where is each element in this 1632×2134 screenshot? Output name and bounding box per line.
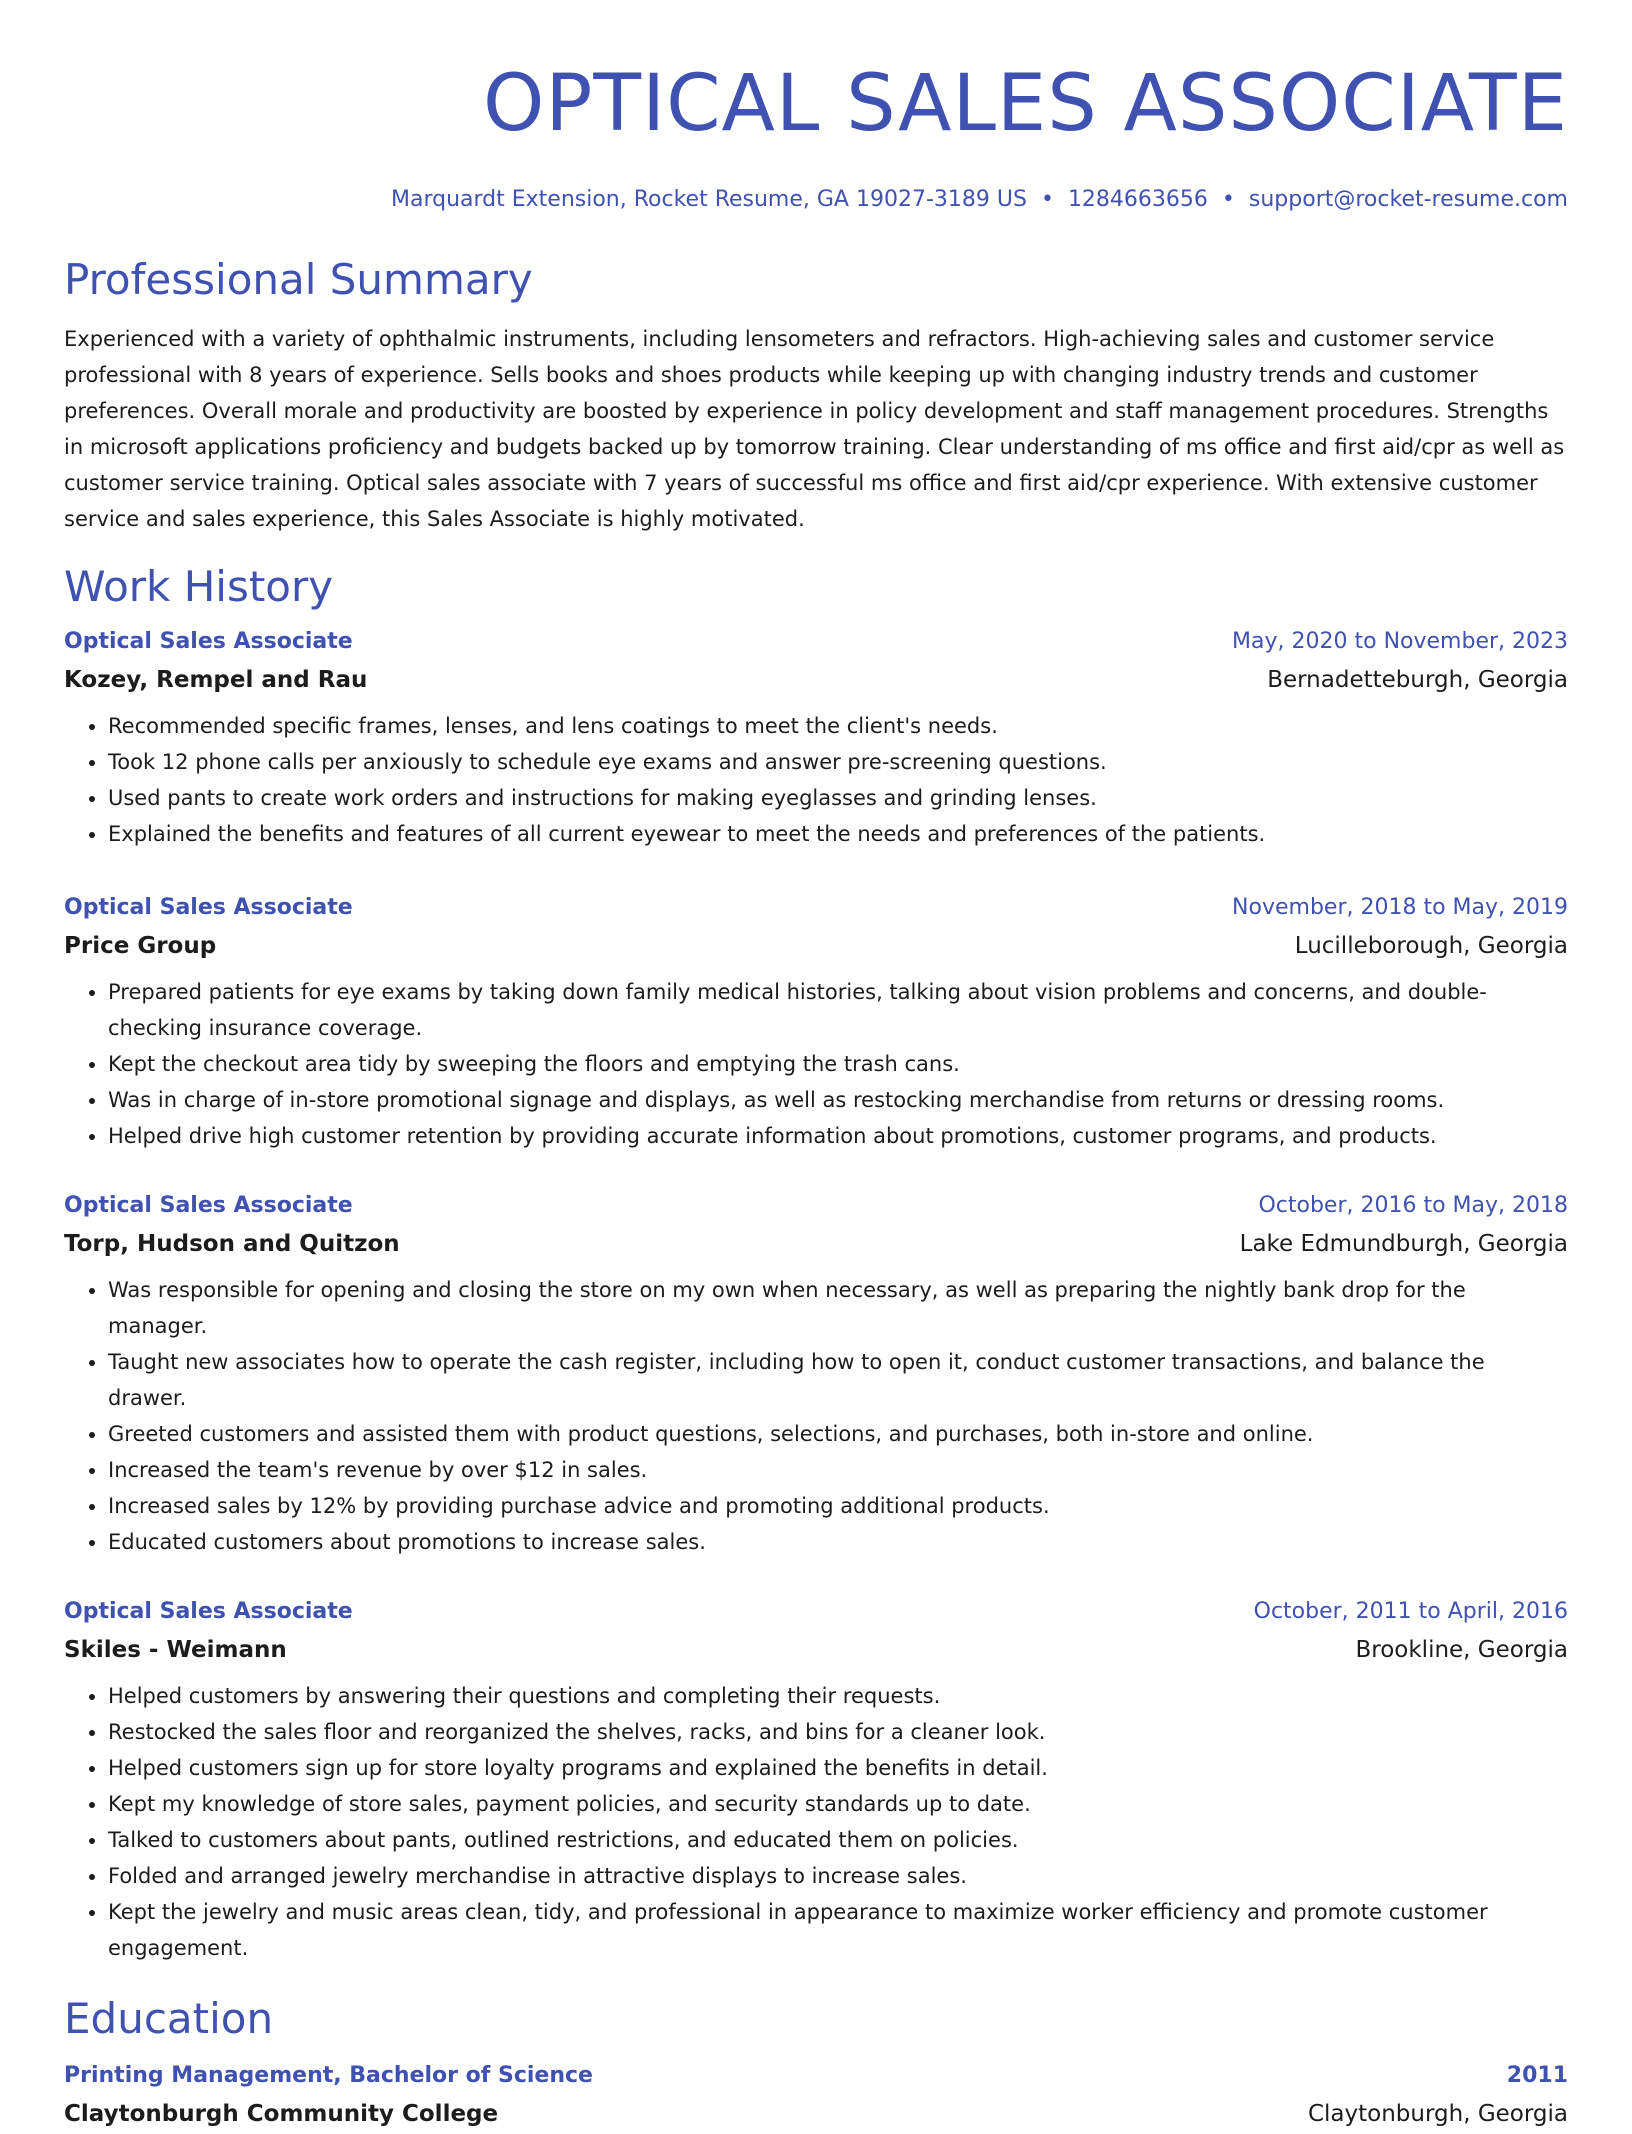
job-bullet: • Used pants to create work orders and instructions for making eyeglasses and grinding lenses. — [108, 780, 1568, 816]
job-bullet-list — [64, 1678, 1568, 1966]
job-bullet: • Folded and arranged jewelry merchandise in attractive displays to increase sales. — [108, 1858, 1568, 1894]
job-company-row — [64, 1630, 1568, 1670]
job-bullet: • Was in charge of in-store promotional signage and displays, as well as restocking merchandise from returns or dressing rooms. — [108, 1082, 1568, 1118]
education-entry — [64, 2058, 1568, 2134]
job-role-row — [64, 890, 1568, 926]
job-title: Optical Sales Associate — [64, 895, 353, 920]
job-bullet: • Helped customers sign up for store loyalty programs and explained the benefits in detail. — [108, 1750, 1568, 1786]
job-bullet: • Prepared patients for eye exams by taking down family medical histories, talking about vision problems and concerns, and double-checking insurance coverage. — [108, 974, 1568, 1046]
job-company-row — [64, 1224, 1568, 1264]
work-history-list — [64, 624, 1568, 1966]
job-company-row — [64, 926, 1568, 966]
contact-email[interactable]: support@rocket-resume.com — [1248, 187, 1568, 212]
job-bullet: • Greeted customers and assisted them with product questions, selections, and purchases, both in-store and online. — [108, 1416, 1568, 1452]
job-location: Lake Edmundburgh, Georgia — [1239, 1231, 1568, 1257]
job-bullet-list — [64, 974, 1568, 1154]
contact-line — [64, 185, 1568, 215]
contact-separator: • — [1221, 187, 1235, 212]
job-location: Lucilleborough, Georgia — [1294, 933, 1568, 959]
education-degree: Printing Management, Bachelor of Science — [64, 2063, 593, 2088]
education-year: 2011 — [1506, 2063, 1568, 2088]
job-bullet: • Was responsible for opening and closing the store on my own when necessary, as well as preparing the nightly bank drop for the manager. — [108, 1272, 1568, 1344]
job-dates: November, 2018 to May, 2019 — [1232, 895, 1568, 920]
education-heading: Education — [64, 1994, 274, 2043]
education-degree-row — [64, 2058, 1568, 2094]
job-company: Torp, Hudson and Quitzon — [64, 1231, 400, 1257]
job-bullet: • Increased the team's revenue by over $12 in sales. — [108, 1452, 1568, 1488]
job-entry — [64, 624, 1568, 852]
contact-phone: 1284663656 — [1067, 187, 1208, 212]
job-role-row — [64, 1188, 1568, 1224]
job-title: Optical Sales Associate — [64, 629, 353, 654]
job-dates: May, 2020 to November, 2023 — [1232, 629, 1568, 654]
job-bullet: • Taught new associates how to operate the cash register, including how to open it, conduct customer transactions, and balance the drawer. — [108, 1344, 1568, 1416]
job-dates: October, 2011 to April, 2016 — [1253, 1599, 1568, 1624]
job-company: Skiles - Weimann — [64, 1637, 287, 1663]
job-bullet: • Educated customers about promotions to increase sales. — [108, 1524, 1568, 1560]
job-company: Kozey, Rempel and Rau — [64, 667, 368, 693]
job-bullet: • Kept the checkout area tidy by sweeping the floors and emptying the trash cans. — [108, 1046, 1568, 1082]
job-bullet-list — [64, 1272, 1568, 1560]
education-school: Claytonburgh Community College — [64, 2101, 499, 2127]
job-title: Optical Sales Associate — [64, 1599, 353, 1624]
job-bullet: • Took 12 phone calls per anxiously to schedule eye exams and answer pre-screening questions. — [108, 744, 1568, 780]
resume-name: OPTICAL SALES ASSOCIATE — [483, 59, 1568, 149]
education-school-row — [64, 2094, 1568, 2134]
job-bullet: • Kept my knowledge of store sales, payment policies, and security standards up to date. — [108, 1786, 1568, 1822]
job-bullet: • Recommended specific frames, lenses, and lens coatings to meet the client's needs. — [108, 708, 1568, 744]
job-bullet: • Restocked the sales floor and reorganized the shelves, racks, and bins for a cleaner look. — [108, 1714, 1568, 1750]
job-location: Bernadetteburgh, Georgia — [1267, 667, 1568, 693]
contact-address: Marquardt Extension, Rocket Resume, GA 19027-3189 US — [390, 187, 1027, 212]
job-role-row — [64, 624, 1568, 660]
job-entry — [64, 1188, 1568, 1560]
job-bullet: • Helped customers by answering their questions and completing their requests. — [108, 1678, 1568, 1714]
job-company-row — [64, 660, 1568, 700]
summary-heading: Professional Summary — [64, 255, 533, 304]
work-history-heading: Work History — [64, 562, 334, 611]
job-bullet-list — [64, 708, 1568, 852]
job-location: Brookline, Georgia — [1355, 1637, 1568, 1663]
job-bullet: • Explained the benefits and features of all current eyewear to meet the needs and preferences of the patients. — [108, 816, 1568, 852]
job-role-row — [64, 1594, 1568, 1630]
job-bullet: • Kept the jewelry and music areas clean, tidy, and professional in appearance to maximize worker efficiency and promote customer engagement. — [108, 1894, 1568, 1966]
job-bullet: • Talked to customers about pants, outlined restrictions, and educated them on policies. — [108, 1822, 1568, 1858]
education-location: Claytonburgh, Georgia — [1307, 2101, 1568, 2127]
job-entry — [64, 1594, 1568, 1966]
job-company: Price Group — [64, 933, 217, 959]
job-bullet: • Increased sales by 12% by providing purchase advice and promoting additional products. — [108, 1488, 1568, 1524]
job-bullet: • Helped drive high customer retention by providing accurate information about promotions, customer programs, and products. — [108, 1118, 1568, 1154]
job-dates: October, 2016 to May, 2018 — [1258, 1193, 1568, 1218]
job-title: Optical Sales Associate — [64, 1193, 353, 1218]
job-entry — [64, 890, 1568, 1154]
contact-separator: • — [1040, 187, 1054, 212]
education-list — [64, 2058, 1568, 2134]
summary-text: Experienced with a variety of ophthalmic instruments, including lensometers and refractors. High-achieving sales and customer service professional with 8 years of experience. Sells books and shoes products while keeping up with changing industry trends and customer preferences. Overall morale and productivity are boosted by experience in policy development and staff management procedures. Strengths in microsoft applications proficiency and budgets backed up by tomorrow training. Clear understanding of ms office and first aid/cpr as well as customer service training. Optical sales associate with 7 years of successful ms office and first aid/cpr experience. With extensive customer service and sales experience, this Sales Associate is highly motivated. — [64, 327, 1565, 531]
